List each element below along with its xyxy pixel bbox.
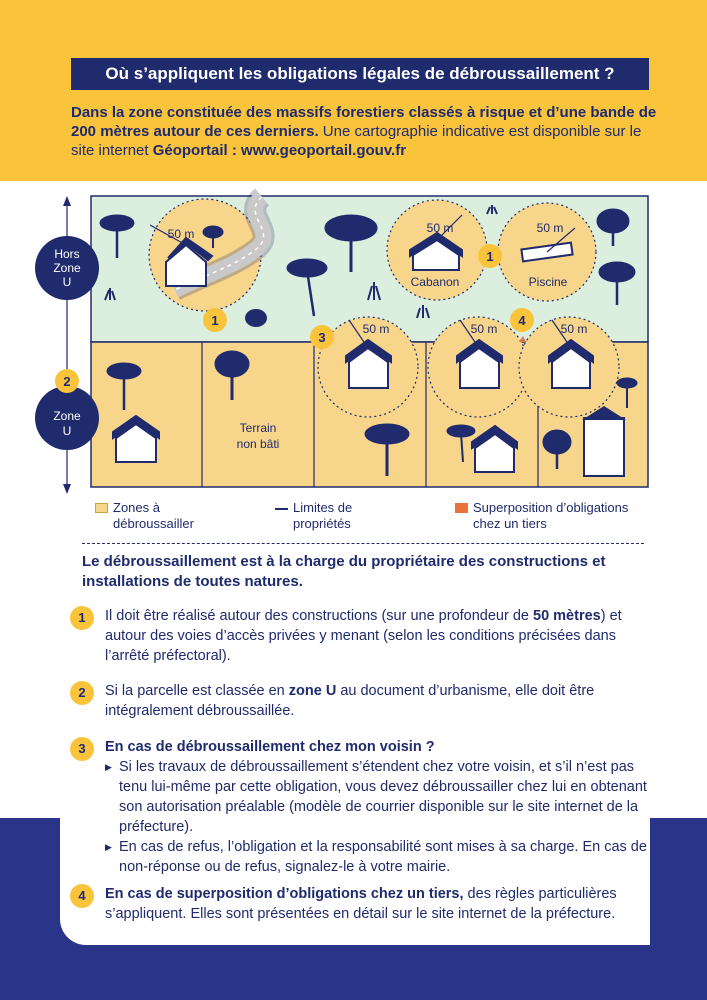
legend-zones-text: Zones à débroussailler [113,500,194,531]
legend-zones-swatch [95,503,108,513]
badge-1-label: 1 [486,249,494,264]
legend-limites-line [275,508,288,510]
intro-text [71,103,661,160]
item-text-bold: zone U [288,683,337,699]
item-text [105,737,650,877]
bullet: ▶ En cas de refus, l’obligation et la responsabilité sont mises à sa charge. En cas de non-réponse ou de refus, signalez-le à votre mairie. [105,837,650,877]
item-text-bold: En cas de superposition d’obligations chez un tiers, [105,886,464,902]
building-icon [582,406,626,476]
zone-u-label-1: Zone [53,409,81,423]
zone-u-label-2: U [62,424,72,438]
item-text-part: des règles particulières s’appliquent. Elles sont présentées en détail sur le site internet de la préfecture. [105,886,617,922]
distance-label: 50 m [560,322,588,336]
item-text [105,681,650,721]
separator [82,543,644,544]
badge-2-label: 2 [63,374,71,389]
header-band [0,0,707,181]
distance-label: 50 m [470,322,498,336]
page-title: Où s’appliquent les obligations légales de débroussaillement ? [71,58,649,90]
piscine-label: Piscine [528,275,568,289]
hors-zone-label-3: U [62,275,72,289]
intro-bold: Dans la zone constituée des massifs forestiers classés à risque et d’une bande de 200 mètres autour de ces derniers. [71,104,657,140]
terrain-label-1: Terrain [239,421,277,435]
item-number: 4 [70,884,94,908]
item-number: 1 [70,606,94,630]
distance-label: 50 m [167,227,195,241]
hors-zone-label-1: Hors [54,247,80,261]
badge-4-label: 4 [518,313,526,328]
distance-label: 50 m [536,221,564,235]
item-number: 3 [70,737,94,761]
zone-diagram [0,181,707,541]
item-text-part: Il doit être réalisé autour des constructions (sur une profondeur de [105,608,533,624]
arrow-head [63,196,71,206]
list-item [70,606,650,666]
item-number: 2 [70,681,94,705]
terrain-label-2: non bâti [236,437,280,451]
cabanon-label: Cabanon [410,275,460,289]
item-text-part: Si la parcelle est classée en [105,683,289,699]
bullet: ▶ Si les travaux de débroussaillement s’étendent chez votre voisin, et s’il n’est pas tenu lui-même par cette obligation, vous devez débroussailler chez lui en obtenant son autorisation préalable (modèle de courrier disponible sur le site internet de la préfecture). [105,757,650,837]
item-text-part: ) et autour des voies d’accès privées y menant (selon les conditions précisées dans l’arrêté préfectoral). [105,608,622,664]
item-text [105,606,650,666]
arrow-head [63,484,71,494]
bush-icon [245,309,267,327]
intro-plain: Une cartographie indicative est disponible sur le site internet [71,123,642,159]
distance-label: 50 m [362,322,390,336]
legend-zones [95,500,265,532]
item-text [105,884,650,924]
legend-superposition [455,500,655,532]
list-item [70,737,650,877]
legend-superposition-text: Superposition d’obligations chez un tiers [473,500,629,531]
hors-zone-label-2: Zone [53,261,81,275]
distance-label: 50 m [426,221,454,235]
legend-limites [275,500,445,532]
legend-limites-text: Limites de propriétés [293,500,353,531]
badge-3-label: 3 [318,330,326,345]
lead-text: Le débroussaillement est à la charge du propriétaire des constructions et installations de toutes natures. [82,553,606,590]
list-item [70,884,650,924]
item-text-part: au document d’urbanisme, elle doit être intégralement débroussaillée. [105,683,595,719]
badge-1-label: 1 [211,313,219,328]
intro-site: Géoportail : www.geoportail.gouv.fr [152,142,407,159]
list-item [70,681,650,721]
item-text-bold: 50 mètres [533,608,601,624]
legend-superposition-swatch [455,503,468,513]
item-title: En cas de débroussaillement chez mon voisin ? [105,739,435,755]
